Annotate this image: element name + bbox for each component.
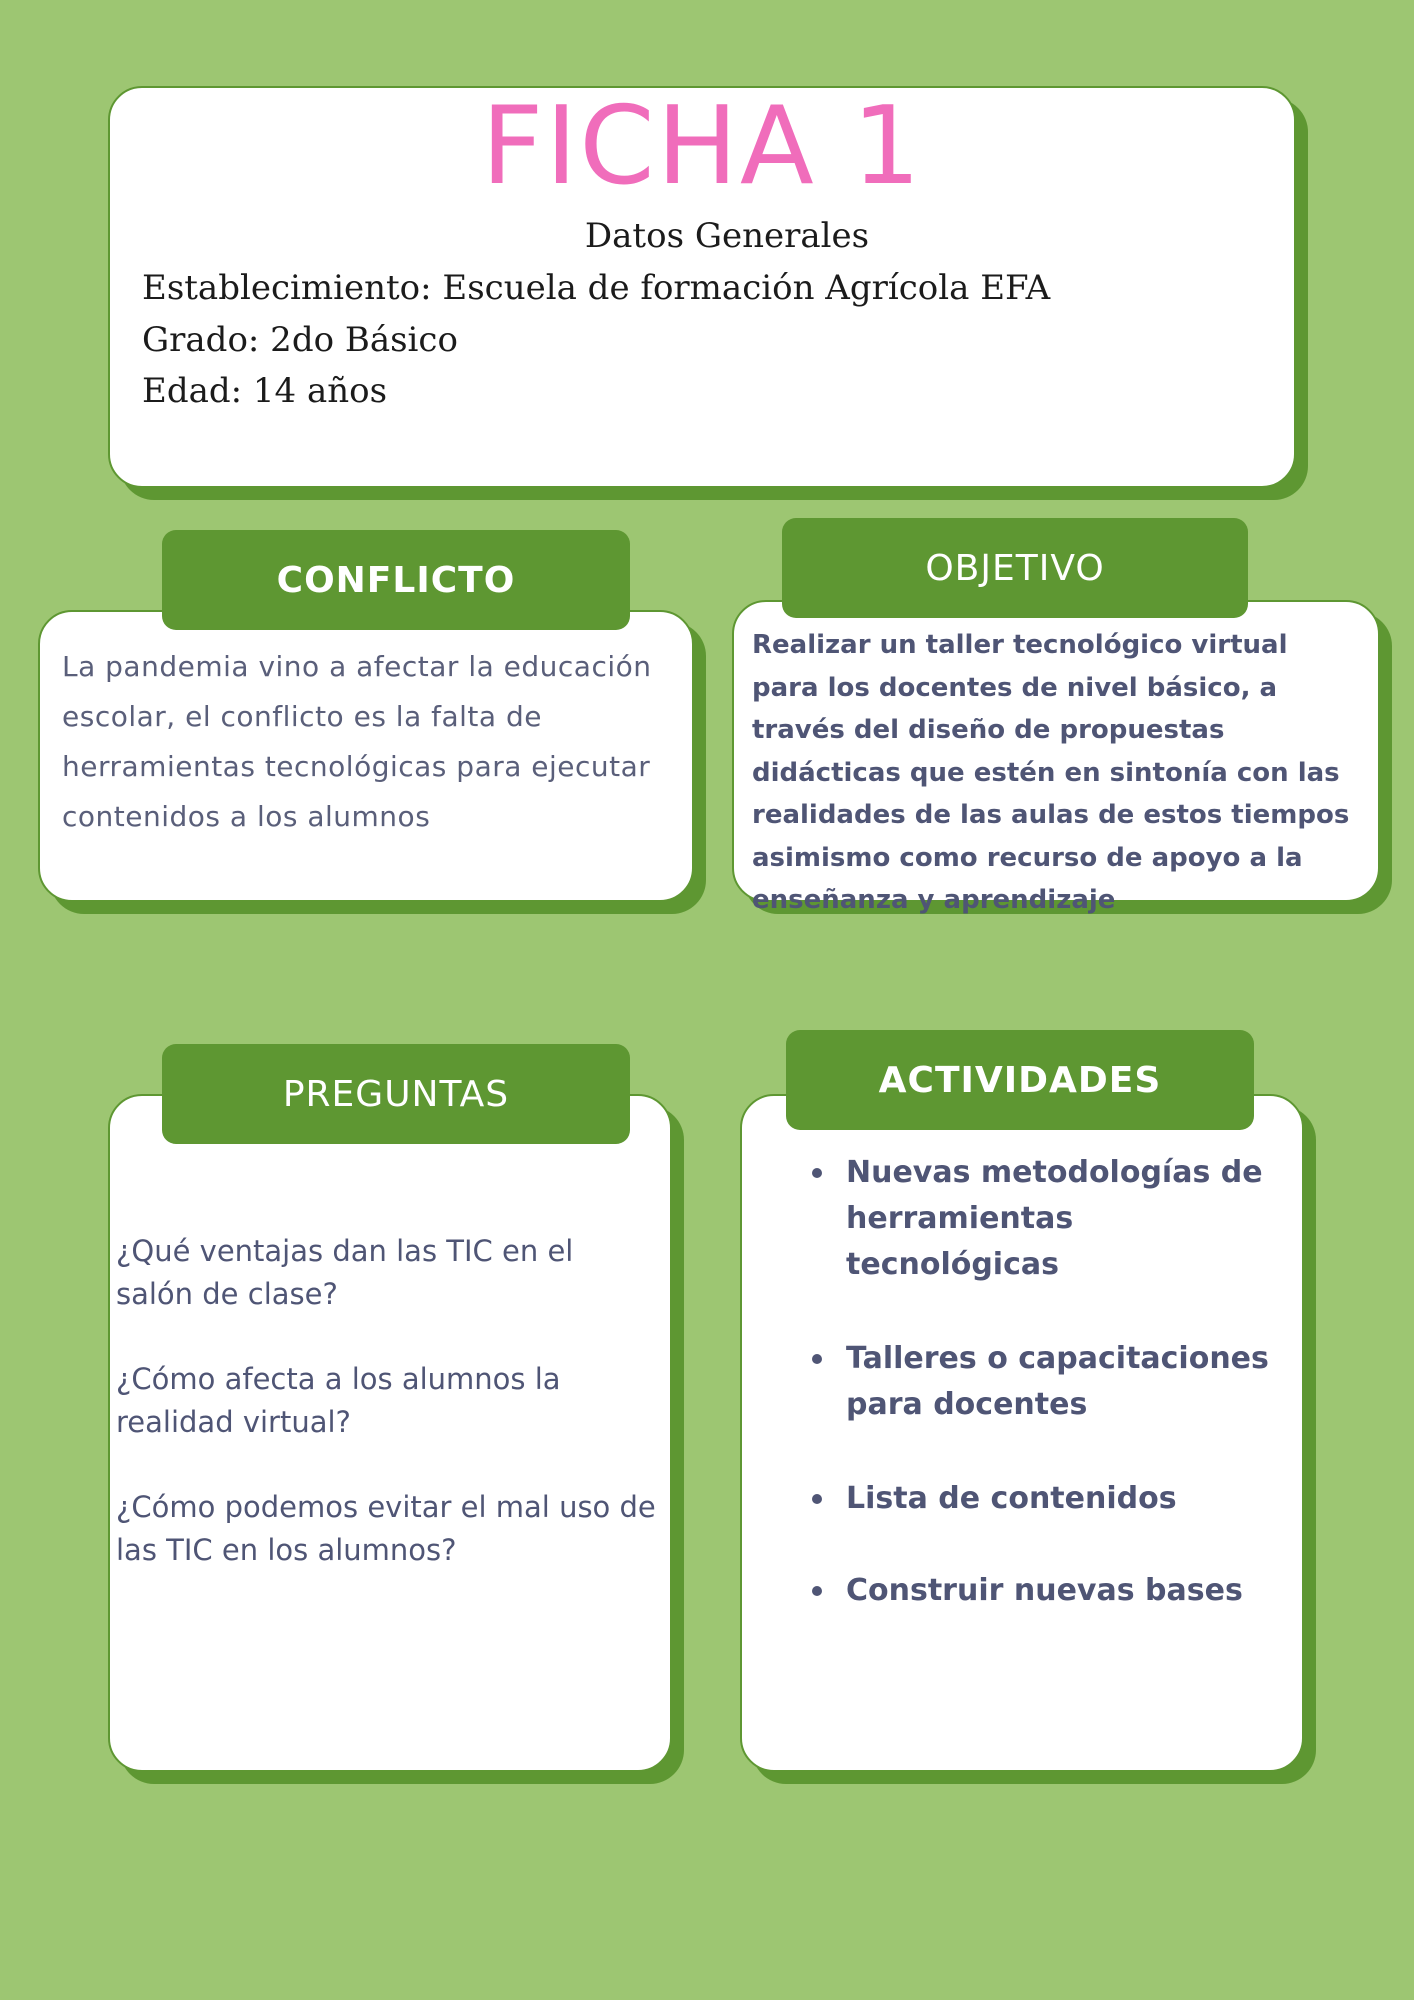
- bullet-icon: [812, 1586, 822, 1596]
- objetivo-card: [732, 600, 1380, 915]
- datos-generales-heading: Datos Generales: [584, 216, 870, 256]
- objetivo-heading: OBJETIVO: [782, 518, 1248, 618]
- page-title: FICHA 1: [481, 84, 923, 209]
- actividad-item: [742, 1476, 1282, 1522]
- pregunta-item: ¿Cómo afecta a los alumnos la realidad virtual?: [116, 1362, 561, 1439]
- actividad-label: Nuevas metodologías de herramientas tecnológicas: [846, 1155, 1263, 1282]
- actividades-heading: ACTIVIDADES: [786, 1030, 1254, 1130]
- actividad-item: [742, 1336, 1282, 1428]
- grado-text: Grado: 2do Básico: [142, 320, 458, 360]
- actividad-item: [742, 1150, 1282, 1288]
- actividades-card: [740, 1094, 1304, 1772]
- bullet-icon: [812, 1168, 822, 1178]
- conflicto-card: [38, 610, 694, 902]
- bullet-icon: [812, 1494, 822, 1504]
- conflicto-heading: CONFLICTO: [162, 530, 630, 630]
- preguntas-heading: PREGUNTAS: [162, 1044, 630, 1144]
- actividad-item: [742, 1568, 1282, 1614]
- pregunta-item: ¿Cómo podemos evitar el mal uso de las TIC en los alumnos?: [116, 1490, 656, 1567]
- conflicto-text: La pandemia vino a afectar la educación escolar, el conflicto es la falta de herramientas tecnológicas para ejecutar contenidos a los alumnos: [62, 650, 652, 833]
- bullet-icon: [812, 1354, 822, 1364]
- objetivo-text: Realizar un taller tecnológico virtual para los docentes de nivel básico, a través del diseño de propuestas didácticas que estén en sintonía con las realidades de las aulas de estos tiempos asimismo como recurso de apoyo a la enseñanza y aprendizaje: [752, 630, 1350, 915]
- preguntas-card: [108, 1094, 672, 1772]
- establecimiento-text: Establecimiento: Escuela de formación Agrícola EFA: [142, 268, 1051, 308]
- pregunta-item: ¿Qué ventajas dan las TIC en el salón de clase?: [116, 1234, 574, 1311]
- edad-text: Edad: 14 años: [142, 371, 388, 411]
- datos-generales-card: [108, 86, 1296, 488]
- actividad-label: Talleres o capacitaciones para docentes: [846, 1341, 1269, 1422]
- actividad-label: Lista de contenidos: [846, 1481, 1177, 1516]
- actividad-label: Construir nuevas bases: [846, 1573, 1243, 1608]
